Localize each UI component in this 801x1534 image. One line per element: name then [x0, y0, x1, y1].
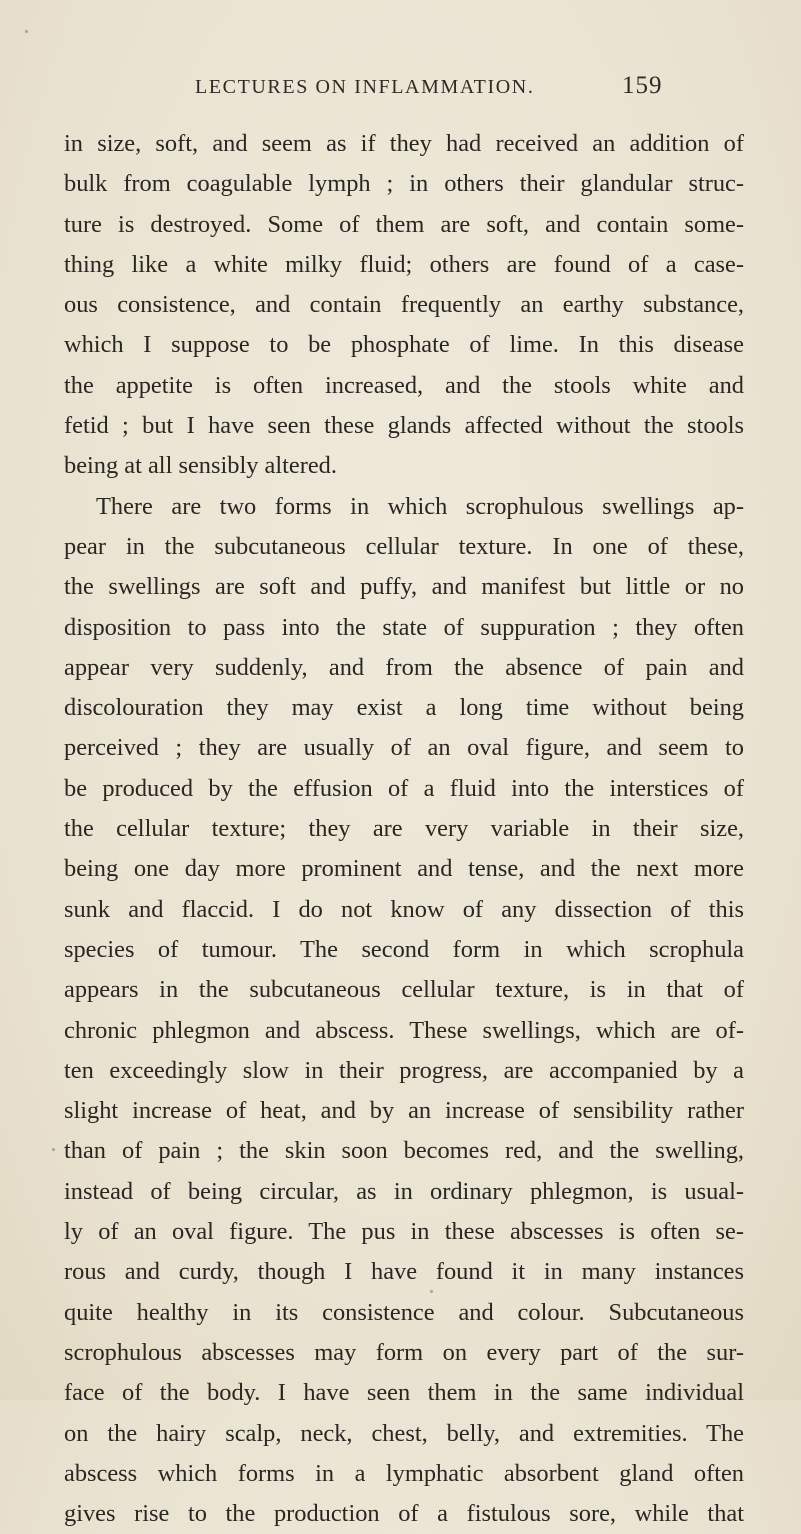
- text-line: appears in the subcutaneous cellular texture, is in that of: [64, 976, 744, 1004]
- text-line: the cellular texture; they are very variable in their size,: [64, 815, 744, 843]
- text-line: face of the body. I have seen them in the same individual: [64, 1379, 744, 1407]
- text-line: sunk and flaccid. I do not know of any dissection of this: [64, 895, 744, 923]
- text-line: being one day more prominent and tense, and the next more: [64, 855, 744, 883]
- text-line: species of tumour. The second form in which scrophula: [64, 935, 744, 963]
- text-line: in size, soft, and seem as if they had received an addition of: [64, 130, 744, 157]
- paper-speck: [52, 1148, 55, 1151]
- text-line: being at all sensibly altered.: [64, 452, 337, 480]
- body-text: [64, 124, 744, 1534]
- text-line: be produced by the effusion of a fluid into the interstices of: [64, 774, 744, 802]
- text-line: the appetite is often increased, and the stools white and: [64, 371, 744, 399]
- text-line: abscess which forms in a lymphatic absorbent gland often: [64, 1459, 744, 1487]
- paper-speck: [430, 1290, 433, 1293]
- text-line: chronic phlegmon and abscess. These swellings, which are of-: [64, 1016, 744, 1044]
- text-line: than of pain ; the skin soon becomes red, and the swelling,: [64, 1137, 744, 1165]
- text-line: instead of being circular, as in ordinary phlegmon, is usual-: [64, 1177, 744, 1205]
- paper-speck: [25, 30, 28, 33]
- page-header: [0, 72, 801, 108]
- text-line: ture is destroyed. Some of them are soft, and contain some-: [64, 210, 744, 238]
- text-line: rous and curdy, though I have found it in many instances: [64, 1258, 744, 1286]
- text-line: pear in the subcutaneous cellular texture. In one of these,: [64, 532, 744, 560]
- page-number: 159: [622, 72, 663, 99]
- text-line: ten exceedingly slow in their progress, are accompanied by a: [64, 1056, 744, 1084]
- text-line: disposition to pass into the state of suppuration ; they often: [64, 613, 744, 641]
- text-line: on the hairy scalp, neck, chest, belly, and extremities. The: [64, 1419, 744, 1447]
- text-line: ly of an oval figure. The pus in these abscesses is often se-: [64, 1218, 744, 1246]
- text-line: which I suppose to be phosphate of lime. In this disease: [64, 331, 744, 359]
- text-line: There are two forms in which scrophulous swellings ap-: [96, 492, 744, 520]
- text-line: appear very suddenly, and from the absence of pain and: [64, 653, 744, 681]
- text-line: the swellings are soft and puffy, and manifest but little or no: [64, 573, 744, 601]
- text-line: gives rise to the production of a fistulous sore, while that: [64, 1500, 744, 1528]
- running-title: LECTURES ON INFLAMMATION.: [195, 76, 535, 98]
- text-line: thing like a white milky fluid; others are found of a case-: [64, 250, 744, 278]
- text-line: fetid ; but I have seen these glands affected without the stools: [64, 412, 744, 440]
- text-line: slight increase of heat, and by an increase of sensibility rather: [64, 1097, 744, 1125]
- text-line: ous consistence, and contain frequently an earthy substance,: [64, 291, 744, 319]
- text-line: scrophulous abscesses may form on every part of the sur-: [64, 1338, 744, 1366]
- text-line: perceived ; they are usually of an oval figure, and seem to: [64, 734, 744, 762]
- text-line: quite healthy in its consistence and colour. Subcutaneous: [64, 1298, 744, 1326]
- text-line: discolouration they may exist a long time without being: [64, 694, 744, 722]
- text-line: bulk from coagulable lymph ; in others their glandular struc-: [64, 170, 744, 198]
